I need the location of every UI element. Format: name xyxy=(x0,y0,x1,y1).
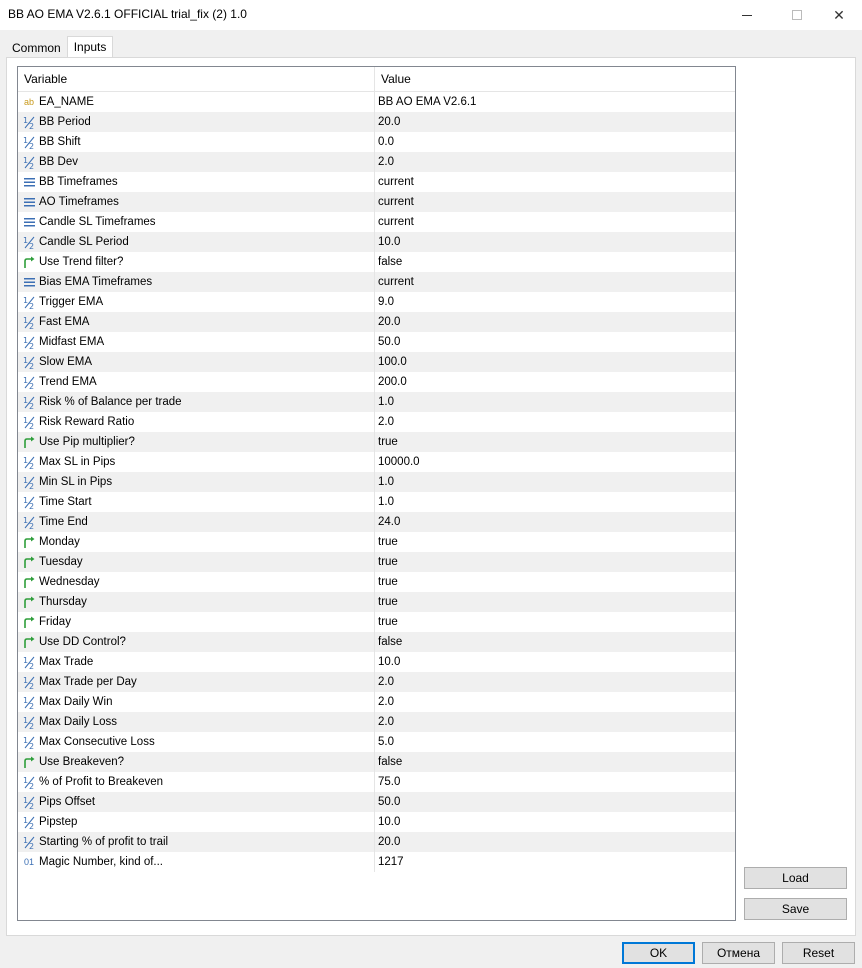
variable-cell xyxy=(18,432,375,452)
value-cell[interactable]: 20.0 xyxy=(378,316,401,328)
value-cell[interactable]: 10.0 xyxy=(378,236,401,248)
double-type-icon xyxy=(22,455,36,469)
variable-name: BB Shift xyxy=(39,136,81,148)
variable-cell xyxy=(18,92,375,112)
svg-text:1: 1 xyxy=(22,295,28,305)
svg-text:2: 2 xyxy=(28,381,34,389)
variable-name: Risk % of Balance per trade xyxy=(39,396,182,408)
variable-cell xyxy=(18,332,375,352)
enum-type-icon xyxy=(22,195,36,209)
variable-cell xyxy=(18,612,375,632)
variable-name: Pips Offset xyxy=(39,796,96,808)
variable-cell xyxy=(18,412,375,432)
enum-type-icon xyxy=(22,175,36,189)
table-row[interactable] xyxy=(18,832,735,852)
double-type-icon xyxy=(22,375,36,389)
double-type-icon xyxy=(22,735,36,749)
bool-type-icon xyxy=(22,755,36,769)
table-row[interactable] xyxy=(18,272,735,292)
value-cell[interactable]: 2.0 xyxy=(378,156,394,168)
value-cell[interactable]: BB AO EMA V2.6.1 xyxy=(378,96,477,108)
table-row[interactable] xyxy=(18,792,735,812)
double-type-icon xyxy=(22,295,36,309)
variable-cell xyxy=(18,292,375,312)
value-cell[interactable]: 24.0 xyxy=(378,516,401,528)
variable-cell xyxy=(18,312,375,332)
svg-text:1: 1 xyxy=(22,135,28,145)
variable-cell xyxy=(18,132,375,152)
svg-text:1: 1 xyxy=(22,395,28,405)
variable-name: Max Daily Loss xyxy=(39,716,117,728)
svg-text:2: 2 xyxy=(28,781,34,789)
table-row[interactable] xyxy=(18,532,735,552)
bool-type-icon xyxy=(22,435,36,449)
value-cell[interactable]: 2.0 xyxy=(378,716,394,728)
svg-text:2: 2 xyxy=(28,661,34,669)
variable-cell xyxy=(18,772,375,792)
table-row[interactable] xyxy=(18,252,735,272)
value-cell[interactable]: 2.0 xyxy=(378,696,394,708)
svg-text:2: 2 xyxy=(28,161,34,169)
value-cell[interactable]: 2.0 xyxy=(378,416,394,428)
table-row[interactable] xyxy=(18,212,735,232)
svg-text:2: 2 xyxy=(28,301,34,309)
variable-cell xyxy=(18,712,375,732)
value-cell[interactable]: false xyxy=(378,756,403,768)
grid-rows xyxy=(18,92,735,872)
double-type-icon xyxy=(22,695,36,709)
svg-text:2: 2 xyxy=(28,701,34,709)
svg-text:1: 1 xyxy=(22,335,28,345)
svg-text:2: 2 xyxy=(28,341,34,349)
double-type-icon xyxy=(22,335,36,349)
table-row[interactable] xyxy=(18,172,735,192)
variable-name: BB Period xyxy=(39,116,91,128)
enum-type-icon xyxy=(22,275,36,289)
value-cell[interactable]: 1.0 xyxy=(378,396,394,408)
double-type-icon xyxy=(22,495,36,509)
value-cell[interactable]: true xyxy=(378,576,398,588)
double-type-icon xyxy=(22,815,36,829)
svg-text:2: 2 xyxy=(28,741,34,749)
table-row[interactable] xyxy=(18,432,735,452)
variable-cell xyxy=(18,192,375,212)
variable-cell xyxy=(18,492,375,512)
variable-cell xyxy=(18,272,375,292)
variable-cell xyxy=(18,232,375,252)
variable-name: Bias EMA Timeframes xyxy=(39,276,153,288)
svg-text:1: 1 xyxy=(22,115,28,125)
table-row[interactable] xyxy=(18,512,735,532)
table-row[interactable] xyxy=(18,472,735,492)
double-type-icon xyxy=(22,355,36,369)
variable-cell xyxy=(18,812,375,832)
svg-text:1: 1 xyxy=(22,235,28,245)
table-row[interactable] xyxy=(18,652,735,672)
svg-text:1: 1 xyxy=(22,675,28,685)
table-row[interactable] xyxy=(18,712,735,732)
svg-text:2: 2 xyxy=(28,841,34,849)
variable-name: Use DD Control? xyxy=(39,636,126,648)
svg-text:1: 1 xyxy=(22,835,28,845)
variable-cell xyxy=(18,112,375,132)
variable-name: Risk Reward Ratio xyxy=(39,416,135,428)
table-row[interactable] xyxy=(18,132,735,152)
value-cell[interactable]: 2.0 xyxy=(378,676,394,688)
value-cell[interactable]: 1.0 xyxy=(378,476,394,488)
svg-text:1: 1 xyxy=(22,475,28,485)
table-row[interactable] xyxy=(18,392,735,412)
table-row[interactable] xyxy=(18,852,735,872)
value-cell[interactable]: 1.0 xyxy=(378,496,394,508)
svg-text:1: 1 xyxy=(22,415,28,425)
variable-cell xyxy=(18,552,375,572)
value-cell[interactable]: false xyxy=(378,256,403,268)
svg-text:2: 2 xyxy=(28,801,34,809)
double-type-icon xyxy=(22,795,36,809)
value-cell[interactable]: 5.0 xyxy=(378,736,394,748)
value-cell[interactable]: true xyxy=(378,616,398,628)
svg-text:2: 2 xyxy=(28,721,34,729)
table-row[interactable] xyxy=(18,672,735,692)
variable-name: Use Trend filter? xyxy=(39,256,124,268)
variable-name: Use Breakeven? xyxy=(39,756,125,768)
maximize-icon xyxy=(792,10,802,20)
svg-text:1: 1 xyxy=(22,495,28,505)
value-cell[interactable]: 10000.0 xyxy=(378,456,420,468)
svg-text:1: 1 xyxy=(22,375,28,385)
variable-cell xyxy=(18,592,375,612)
variable-name: Magic Number, kind of... xyxy=(39,856,163,868)
table-row[interactable] xyxy=(18,752,735,772)
value-cell[interactable]: 20.0 xyxy=(378,116,401,128)
variable-name: AO Timeframes xyxy=(39,196,119,208)
variable-name: BB Timeframes xyxy=(39,176,118,188)
svg-text:2: 2 xyxy=(28,681,34,689)
table-row[interactable] xyxy=(18,572,735,592)
variable-name: Candle SL Timeframes xyxy=(39,216,156,228)
value-cell[interactable]: current xyxy=(378,196,414,208)
svg-text:1: 1 xyxy=(22,315,28,325)
value-cell[interactable]: true xyxy=(378,536,398,548)
variable-name: Use Pip multiplier? xyxy=(39,436,135,448)
column-header-value[interactable]: Value xyxy=(381,72,411,86)
table-row[interactable] xyxy=(18,232,735,252)
svg-text:2: 2 xyxy=(28,141,34,149)
enum-type-icon xyxy=(22,215,36,229)
svg-text:1: 1 xyxy=(22,455,28,465)
variable-cell xyxy=(18,732,375,752)
variable-name: % of Profit to Breakeven xyxy=(39,776,164,788)
variable-name: Friday xyxy=(39,616,71,628)
variable-cell xyxy=(18,372,375,392)
table-row[interactable] xyxy=(18,112,735,132)
table-row[interactable] xyxy=(18,312,735,332)
inputs-grid xyxy=(17,66,736,921)
svg-text:1: 1 xyxy=(22,515,28,525)
svg-text:2: 2 xyxy=(28,481,34,489)
table-row[interactable] xyxy=(18,492,735,512)
svg-text:2: 2 xyxy=(28,321,34,329)
table-row[interactable] xyxy=(18,92,735,112)
bool-type-icon xyxy=(22,595,36,609)
value-cell[interactable]: 10.0 xyxy=(378,816,401,828)
bool-type-icon xyxy=(22,255,36,269)
svg-text:1: 1 xyxy=(22,715,28,725)
cancel-button[interactable]: Отмена xyxy=(702,942,775,964)
double-type-icon xyxy=(22,395,36,409)
value-cell[interactable]: 200.0 xyxy=(378,376,407,388)
table-row[interactable] xyxy=(18,292,735,312)
double-type-icon xyxy=(22,515,36,529)
variable-cell xyxy=(18,212,375,232)
svg-text:1: 1 xyxy=(22,815,28,825)
string-type-icon: ab xyxy=(23,97,34,107)
value-cell[interactable]: true xyxy=(378,556,398,568)
variable-name: Trend EMA xyxy=(39,376,97,388)
variable-name: Time Start xyxy=(39,496,92,508)
int-type-icon: 01 xyxy=(23,857,34,867)
table-row[interactable] xyxy=(18,412,735,432)
double-type-icon xyxy=(22,775,36,789)
minimize-button[interactable] xyxy=(724,0,770,30)
value-cell[interactable]: 100.0 xyxy=(378,356,407,368)
variable-name: EA_NAME xyxy=(39,96,94,108)
table-row[interactable] xyxy=(18,772,735,792)
variable-name: BB Dev xyxy=(39,156,78,168)
tab-common[interactable]: Common xyxy=(12,41,61,55)
value-cell[interactable]: current xyxy=(378,216,414,228)
variable-cell xyxy=(18,792,375,812)
value-cell[interactable]: 10.0 xyxy=(378,656,401,668)
variable-cell xyxy=(18,392,375,412)
table-row[interactable] xyxy=(18,732,735,752)
svg-text:1: 1 xyxy=(22,355,28,365)
window-title: BB AO EMA V2.6.1 OFFICIAL trial_fix (2) 1.0 xyxy=(8,7,247,21)
ok-button[interactable]: OK xyxy=(622,942,695,964)
variable-name: Wednesday xyxy=(39,576,100,588)
variable-name: Slow EMA xyxy=(39,356,93,368)
double-type-icon xyxy=(22,415,36,429)
table-row[interactable] xyxy=(18,692,735,712)
variable-name: Max Daily Win xyxy=(39,696,113,708)
column-header-variable[interactable]: Variable xyxy=(18,67,375,91)
variable-cell xyxy=(18,352,375,372)
svg-text:2: 2 xyxy=(28,501,34,509)
svg-text:1: 1 xyxy=(22,775,28,785)
value-cell[interactable]: true xyxy=(378,596,398,608)
variable-name: Thursday xyxy=(39,596,87,608)
variable-cell xyxy=(18,532,375,552)
svg-text:2: 2 xyxy=(28,241,34,249)
variable-name: Max SL in Pips xyxy=(39,456,116,468)
close-icon: ✕ xyxy=(833,6,845,23)
table-row[interactable] xyxy=(18,332,735,352)
variable-cell xyxy=(18,252,375,272)
double-type-icon xyxy=(22,835,36,849)
table-row[interactable] xyxy=(18,352,735,372)
table-row[interactable] xyxy=(18,372,735,392)
double-type-icon xyxy=(22,475,36,489)
double-type-icon xyxy=(22,655,36,669)
double-type-icon xyxy=(22,235,36,249)
svg-text:2: 2 xyxy=(28,401,34,409)
variable-cell xyxy=(18,672,375,692)
svg-text:2: 2 xyxy=(28,421,34,429)
double-type-icon xyxy=(22,115,36,129)
variable-name: Starting % of profit to trail xyxy=(39,836,169,848)
double-type-icon xyxy=(22,675,36,689)
variable-cell xyxy=(18,572,375,592)
variable-name: Fast EMA xyxy=(39,316,90,328)
variable-cell xyxy=(18,832,375,852)
svg-text:1: 1 xyxy=(22,695,28,705)
variable-name: Tuesday xyxy=(39,556,83,568)
value-cell[interactable]: 75.0 xyxy=(378,776,401,788)
table-row[interactable] xyxy=(18,592,735,612)
variable-name: Max Trade per Day xyxy=(39,676,137,688)
double-type-icon xyxy=(22,135,36,149)
value-cell[interactable]: current xyxy=(378,176,414,188)
tab-inputs[interactable]: Inputs xyxy=(67,36,114,58)
maximize-button xyxy=(774,0,820,30)
variable-name: Trigger EMA xyxy=(39,296,104,308)
bool-type-icon xyxy=(22,615,36,629)
double-type-icon xyxy=(22,715,36,729)
value-cell[interactable]: 50.0 xyxy=(378,796,401,808)
variable-cell xyxy=(18,852,375,872)
variable-cell xyxy=(18,652,375,672)
bool-type-icon xyxy=(22,635,36,649)
svg-text:2: 2 xyxy=(28,821,34,829)
bool-type-icon xyxy=(22,555,36,569)
table-row[interactable] xyxy=(18,552,735,572)
value-cell[interactable]: false xyxy=(378,636,403,648)
svg-text:1: 1 xyxy=(22,735,28,745)
table-row[interactable] xyxy=(18,192,735,212)
double-type-icon xyxy=(22,155,36,169)
variable-name: Pipstep xyxy=(39,816,78,828)
table-row[interactable] xyxy=(18,612,735,632)
value-cell[interactable]: 20.0 xyxy=(378,836,401,848)
svg-text:2: 2 xyxy=(28,461,34,469)
value-cell[interactable]: 0.0 xyxy=(378,136,394,148)
value-cell[interactable]: current xyxy=(378,276,414,288)
bool-type-icon xyxy=(22,575,36,589)
variable-name: Monday xyxy=(39,536,80,548)
value-cell[interactable]: 50.0 xyxy=(378,336,401,348)
title-bar xyxy=(0,0,862,30)
svg-text:2: 2 xyxy=(28,121,34,129)
variable-name: Candle SL Period xyxy=(39,236,129,248)
value-cell[interactable]: true xyxy=(378,436,398,448)
variable-cell xyxy=(18,632,375,652)
variable-name: Min SL in Pips xyxy=(39,476,113,488)
variable-cell xyxy=(18,172,375,192)
svg-text:1: 1 xyxy=(22,655,28,665)
bool-type-icon xyxy=(22,535,36,549)
svg-text:1: 1 xyxy=(22,795,28,805)
value-cell[interactable]: 9.0 xyxy=(378,296,394,308)
variable-cell xyxy=(18,452,375,472)
svg-text:2: 2 xyxy=(28,361,34,369)
variable-name: Max Trade xyxy=(39,656,94,668)
double-type-icon xyxy=(22,315,36,329)
variable-cell xyxy=(18,152,375,172)
svg-text:2: 2 xyxy=(28,521,34,529)
variable-name: Max Consecutive Loss xyxy=(39,736,155,748)
variable-cell xyxy=(18,472,375,492)
variable-cell xyxy=(18,692,375,712)
variable-name: Midfast EMA xyxy=(39,336,105,348)
table-row[interactable] xyxy=(18,152,735,172)
tab-strip xyxy=(6,36,113,58)
variable-cell xyxy=(18,752,375,772)
save-button[interactable]: Save xyxy=(744,898,847,920)
table-row[interactable] xyxy=(18,452,735,472)
load-button[interactable]: Load xyxy=(744,867,847,889)
minimize-icon xyxy=(742,15,752,16)
variable-name: Time End xyxy=(39,516,88,528)
table-row[interactable] xyxy=(18,812,735,832)
reset-button[interactable]: Reset xyxy=(782,942,855,964)
value-cell[interactable]: 1217 xyxy=(378,856,404,868)
variable-cell xyxy=(18,512,375,532)
grid-header xyxy=(18,67,735,92)
close-button[interactable] xyxy=(816,0,862,30)
table-row[interactable] xyxy=(18,632,735,652)
svg-text:1: 1 xyxy=(22,155,28,165)
